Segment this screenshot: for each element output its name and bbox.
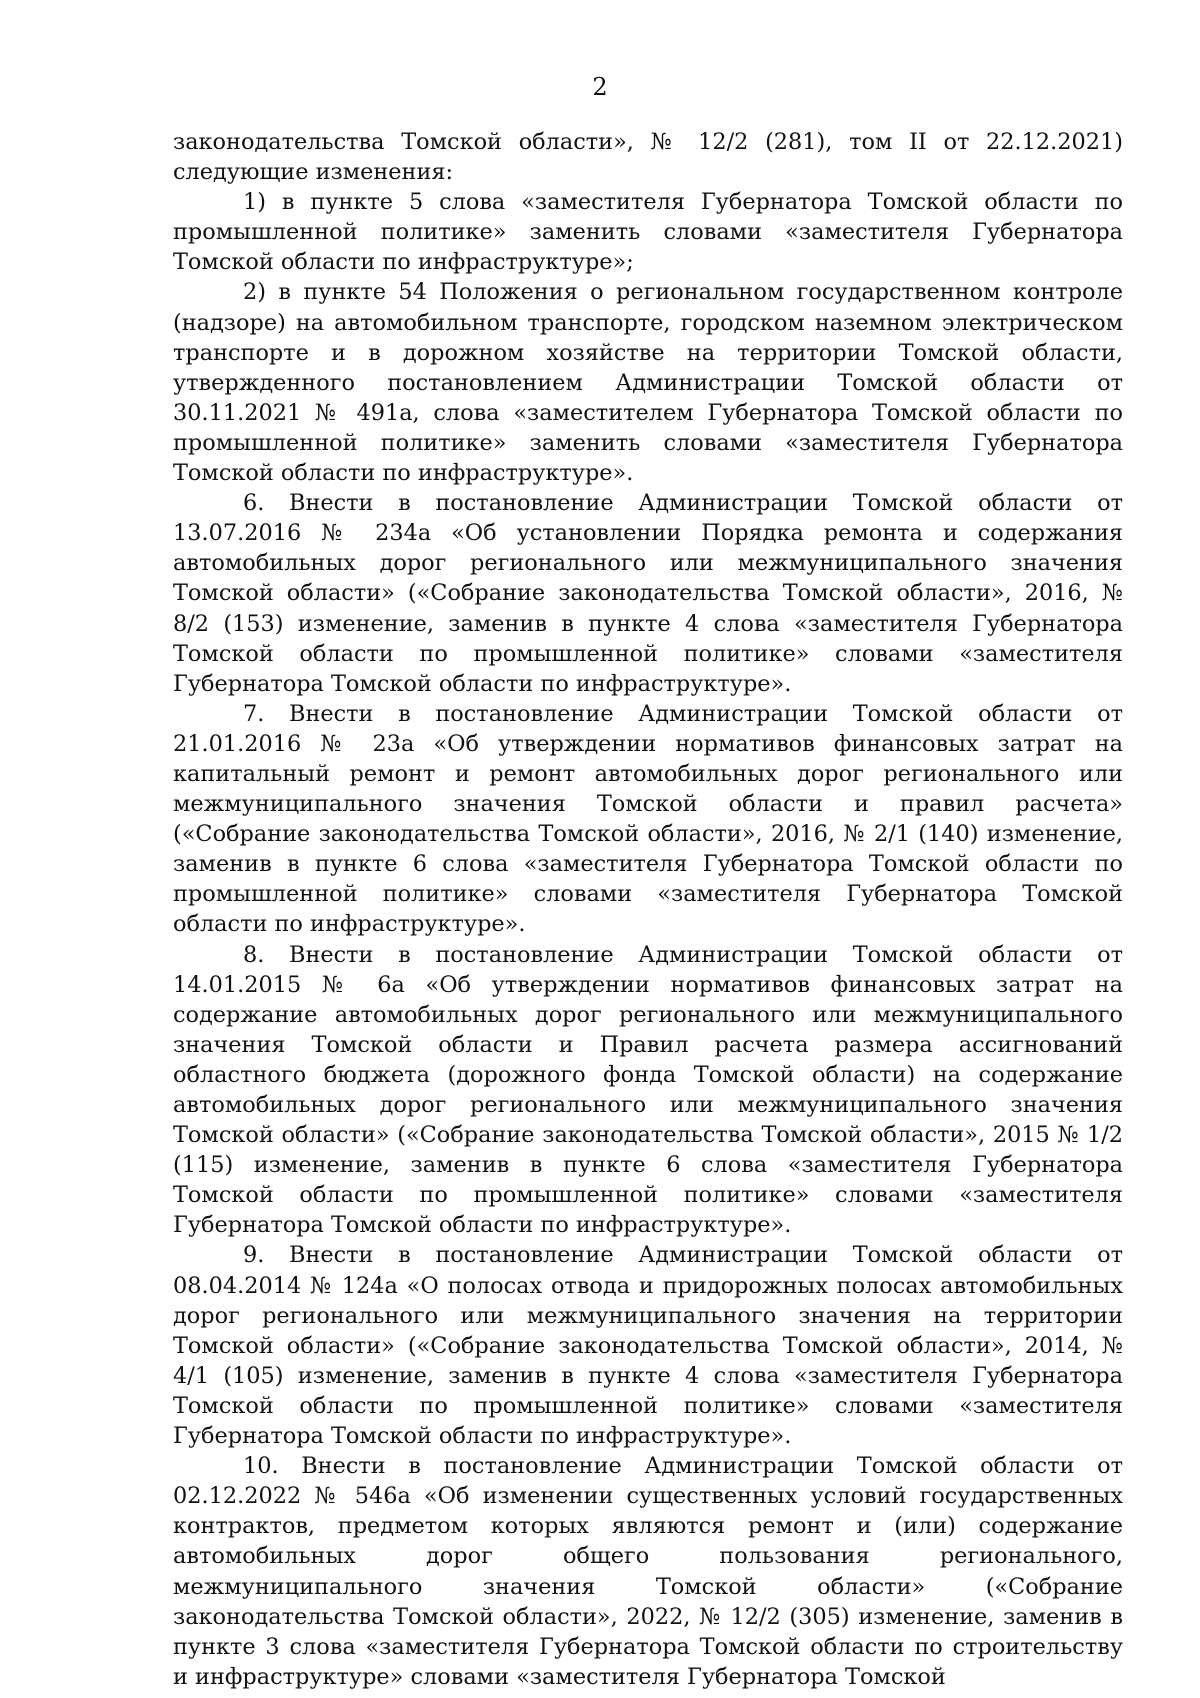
- paragraph-section-9: 9. Внести в постановление Администрации Томской области от 08.04.2014 № 124а «О полосах отвода и придорожных полосах автомобильных дорог регионального или межмуниципального значения на территории Томской области» («Собрание законодательства Томской области», 2014, № 4/1 (105) изменение, заменив в пункте 4 слова «заместителя Губернатора Томской области по промышленной политике» словами «заместителя Губернатора Томской области по инфраструктуре».: [173, 1242, 1123, 1450]
- paragraph-section-6: 6. Внести в постановление Администрации Томской области от 13.07.2016 № 234а «Об установлении Порядка ремонта и содержания автомобильных дорог регионального или межмуниципального значения Томской области» («Собрание законодательства Томской области», 2016, № 8/2 (153) изменение, заменив в пункте 4 слова «заместителя Губернатора Томской области по промышленной политике» словами «заместителя Губернатора Томской области по инфраструктуре».: [173, 490, 1123, 697]
- page-number: 2: [592, 73, 608, 101]
- document-body: [173, 127, 1123, 1692]
- paragraph-section-8: 8. Внести в постановление Администрации Томской области от 14.01.2015 № 6а «Об утверждении нормативов финансовых затрат на содержание автомобильных дорог регионального или межмуниципального значения Томской области и Правил расчета размера ассигнований областного бюджета (дорожного фонда Томской области) на содержание автомобильных дорог регионального или межмуниципального значения Томской области» («Собрание законодательства Томской области», 2015 № 1/2 (115) изменение, заменив в пункте 6 слова «заместителя Губернатора Томской области по промышленной политике» словами «заместителя Губернатора Томской области по инфраструктуре».: [173, 941, 1123, 1239]
- paragraph-item-2: 2) в пункте 54 Положения о региональном государственном контроле (надзоре) на автомобильном транспорте, городском наземном электрическом транспорте и в дорожном хозяйстве на территории Томской области, утвержденного постановлением Администрации Томской области от 30.11.2021 № 491а, слова «заместителем Губернатора Томской области по промышленной политике» заменить словами «заместителя Губернатора Томской области по инфраструктуре».: [173, 279, 1123, 487]
- paragraph-item-1: 1) в пункте 5 слова «заместителя Губернатора Томской области по промышленной политике» заменить словами «заместителя Губернатора Томской области по инфраструктуре»;: [173, 189, 1123, 276]
- paragraph-section-7: 7. Внести в постановление Администрации Томской области от 21.01.2016 № 23а «Об утверждении нормативов финансовых затрат на капитальный ремонт и ремонт автомобильных дорог регионального или межмуниципального значения Томской области и правил расчета» («Собрание законодательства Томской области», 2016, № 2/1 (140) изменение, заменив в пункте 6 слова «заместителя Губернатора Томской области по промышленной политике» словами «заместителя Губернатора Томской области по инфраструктуре».: [173, 700, 1123, 938]
- paragraph-continuation: законодательства Томской области», № 12/2 (281), том II от 22.12.2021) следующие изменения:: [173, 129, 1123, 186]
- paragraph-section-10: 10. Внести в постановление Администрации Томской области от 02.12.2022 № 546а «Об изменении существенных условий государственных контрактов, предметом которых являются ремонт и (или) содержание автомобильных дорог общего пользования регионального, межмуниципального значения Томской области» («Собрание законодательства Томской области», 2022, № 12/2 (305) изменение, заменив в пункте 3 слова «заместителя Губернатора Томской области по строительству и инфраструктуре» словами «заместителя Губернатора Томской: [173, 1453, 1123, 1690]
